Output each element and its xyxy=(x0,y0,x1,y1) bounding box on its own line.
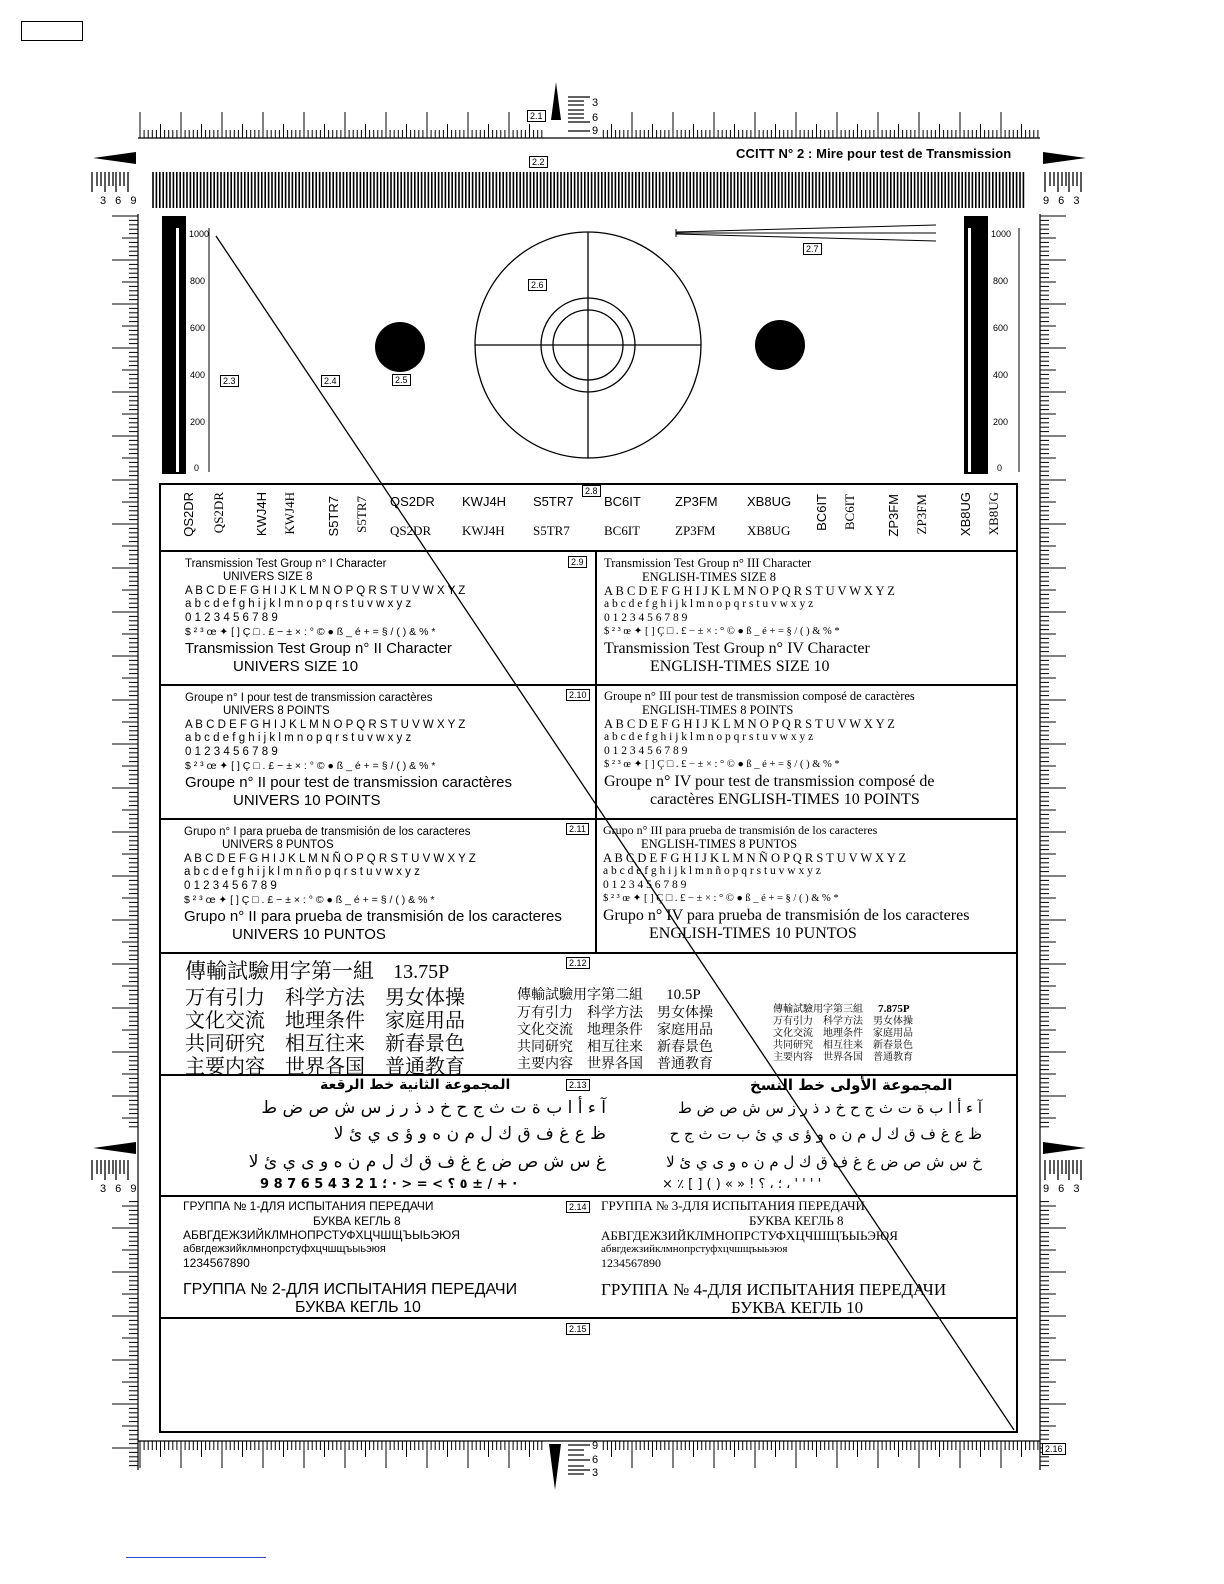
right-arrow-top xyxy=(1043,152,1086,164)
top-scale-9: 9 xyxy=(592,125,599,137)
tag-2-16: 2.16 xyxy=(1042,1443,1066,1455)
cjk-row: 主要内容 世界各国 普通教育 xyxy=(773,1052,913,1063)
line: Transmission Test Group n° IV Character xyxy=(604,640,870,657)
section-2-13-right xyxy=(662,1095,982,1194)
code-h-bottom-1: QS2DR xyxy=(390,523,432,538)
gray-label-right-600: 600 xyxy=(993,323,1009,333)
bottom-center-arrow xyxy=(549,1444,561,1490)
section-2-12-small xyxy=(773,1000,913,1064)
line: абвгдежзийклмнопрстуфхцчшщъыьэюя xyxy=(601,1243,788,1255)
section-2-10-left xyxy=(185,691,512,810)
arabic-right-title: المجموعة الأولى خط النسخ xyxy=(750,1076,953,1094)
line: A B C D E F G H I J K L M N O P Q R S T U V W X Y Z xyxy=(604,717,895,731)
line: АБВГДЕЖЗИЙКЛМНОПРСТУФХЦЧШЩЪЫЬЭЮЯ xyxy=(601,1228,898,1243)
code-h-bottom-6: XB8UG xyxy=(747,523,791,538)
gray-label-right-200: 200 xyxy=(993,417,1009,427)
tag-2-12: 2.12 xyxy=(566,957,590,969)
top-center-arrow xyxy=(551,82,561,120)
section-2-12-medium xyxy=(517,984,713,1073)
gray-label-left-800: 800 xyxy=(190,276,206,286)
line: a b c d e f g h i j k l m n ñ o p q r s t u v w x y z xyxy=(184,866,420,878)
line: 0 1 2 3 4 5 6 7 8 9 xyxy=(184,880,277,892)
section-2-14-left xyxy=(183,1199,517,1317)
line: БУКВА КЕГЛЬ 8 xyxy=(313,1214,401,1228)
gray-label-left-400: 400 xyxy=(190,370,206,380)
left-black-dot xyxy=(375,322,425,372)
line: Groupe n° I pour test de transmission caractères xyxy=(185,692,433,704)
left-scale-label-bottom: 3 6 9 xyxy=(100,1183,140,1195)
cjk-row: 主要内容 世界各国 普通教育 xyxy=(517,1056,713,1072)
tag-2-13: 2.13 xyxy=(566,1079,590,1091)
tag-2-8: 2.8 xyxy=(582,485,601,497)
tag-2-5: 2.5 xyxy=(392,374,411,386)
line: 0 1 2 3 4 5 6 7 8 9 xyxy=(603,879,687,891)
line: БУКВА КЕГЛЬ 10 xyxy=(731,1298,864,1317)
line: A B C D E F G H I J K L M N O P Q R S T U V W X Y Z xyxy=(185,585,466,597)
left-gray-bar xyxy=(162,216,186,474)
arabic-row: ظ ع غ ف ق ك ل م ن ه و ؤ ى ي ئ لا xyxy=(333,1124,606,1144)
code-vertical-right-5: XB8UG xyxy=(958,492,973,537)
bottom-scale-3: 3 xyxy=(592,1467,599,1479)
code-h-top-4: BC6IT xyxy=(604,494,641,509)
line: ГРУППА № 2-ДЛЯ ИСПЫТАНИЯ ПЕРЕДАЧИ xyxy=(183,1281,518,1298)
arabic-row: ظ ع غ ف ق ك ل م ن ه و ؤ ى ي ئ ب ت ث ج ح xyxy=(669,1125,982,1143)
line: a b c d e f g h i j k l m n o p q r s t u v w x y z xyxy=(604,598,814,610)
section-2-9-right xyxy=(604,556,895,676)
arabic-row: آ ء أ ا ب ة ت ث ج ح خ د ذ ر ز س ش ص ض ط xyxy=(677,1099,982,1117)
code-h-top-6: XB8UG xyxy=(747,494,792,509)
line: 0 1 2 3 4 5 6 7 8 9 xyxy=(185,746,278,758)
section-2-11-right xyxy=(603,823,969,943)
gray-label-right-1000: 1000 xyxy=(991,229,1012,239)
line: $ ² ³ œ ✦ [ ] Ç □ . £ − ± × : ° © ● ß _ é + = § / ( ) & % * xyxy=(184,894,435,906)
arabic-row: آ ء أ ا ب ة ت ث ج ح خ د ذ ر ز س ش ص ض ط xyxy=(261,1098,606,1118)
tag-2-11: 2.11 xyxy=(566,823,589,835)
cjk-row: 文化交流 地理条件 家庭用品 xyxy=(517,1022,713,1038)
left-scale-label-top: 3 6 9 xyxy=(100,195,140,207)
line: $ ² ³ œ ✦ [ ] Ç □ . £ − ± × : ° © ● ß _ é + = § / ( ) & % * xyxy=(603,893,839,904)
right-ruler xyxy=(1040,214,1066,1470)
tag-2-4: 2.4 xyxy=(321,375,340,387)
top-ruler xyxy=(138,112,1040,138)
arabic-symbols-row: × ٪ [ ] ( ) « » ! ؛ ، ؟ ، ' ' ' ' xyxy=(662,1177,822,1192)
left-arrow-bottom xyxy=(93,1142,136,1154)
barcode-strip xyxy=(153,172,1023,208)
line: UNIVERS 10 POINTS xyxy=(233,792,381,809)
chart-title: CCITT N° 2 : Mire pour test de Transmission xyxy=(736,146,1012,161)
code-vertical-left-2: QS2DR xyxy=(211,492,226,534)
code-h-top-1: QS2DR xyxy=(390,494,435,509)
section-2-9-left xyxy=(185,557,465,676)
line: БУКВА КЕГЛЬ 8 xyxy=(749,1213,844,1228)
top-scale-6: 6 xyxy=(592,112,599,124)
line: Transmission Test Group n° I Character xyxy=(185,558,387,570)
tag-2-3: 2.3 xyxy=(220,375,239,387)
line: A B C D E F G H I J K L M N Ñ O P Q R S T U V W X Y Z xyxy=(603,851,907,865)
right-scale-label-top: 9 6 3 xyxy=(1043,195,1083,207)
line: UNIVERS SIZE 8 xyxy=(223,571,313,583)
tag-2-9: 2.9 xyxy=(568,556,587,568)
code-vertical-left-6: S5TR7 xyxy=(354,496,369,533)
arabic-row: غ س ش ص ض ع غ ف ق ك ل م ن ه و ى ي ئ لا xyxy=(248,1152,606,1172)
line: ENGLISH-TIMES 10 PUNTOS xyxy=(649,925,857,942)
line: ENGLISH-TIMES 8 POINTS xyxy=(642,703,794,717)
line: A B C D E F G H I J K L M N O P Q R S T U V W X Y Z xyxy=(185,719,466,731)
gray-label-right-400: 400 xyxy=(993,370,1009,380)
line: UNIVERS 8 POINTS xyxy=(223,705,330,717)
cjk-row: 主要内容 世界各国 普通教育 xyxy=(185,1054,465,1078)
bottom-scale-6: 6 xyxy=(592,1454,599,1466)
line: UNIVERS SIZE 10 xyxy=(233,658,359,675)
gray-label-right-0: 0 xyxy=(997,463,1003,473)
gray-label-left-1000: 1000 xyxy=(189,229,210,239)
cjk-row: 万有引力 科学方法 男女体操 xyxy=(773,1016,913,1027)
cjk-title-medium: 傳輸試驗用字第二組 xyxy=(517,987,643,1003)
resolution-target xyxy=(475,232,701,458)
line: Transmission Test Group n° II Character xyxy=(185,640,452,657)
line: $ ² ³ œ ✦ [ ] Ç □ . £ − ± × : ° © ● ß _ é + = § / ( ) & % * xyxy=(604,759,840,770)
tag-2-1: 2.1 xyxy=(527,110,546,122)
tag-2-6: 2.6 xyxy=(528,279,547,291)
line: A B C D E F G H I J K L M N Ñ O P Q R S T U V W X Y Z xyxy=(184,853,476,865)
line: caractères ENGLISH-TIMES 10 POINTS xyxy=(650,791,920,808)
line: абвгдежзийклмнопрстуфхцчшщъыьэюя xyxy=(183,1243,386,1255)
tag-2-10: 2.10 xyxy=(566,689,590,701)
code-vertical-left-5: S5TR7 xyxy=(326,496,341,537)
line: $ ² ³ œ ✦ [ ] Ç □ . £ − ± × : ° © ● ß _ é + = § / ( ) & % * xyxy=(604,626,840,637)
code-vertical-right-3: ZP3FM xyxy=(886,494,901,537)
line: 0 1 2 3 4 5 6 7 8 9 xyxy=(604,612,688,624)
line: 0 1 2 3 4 5 6 7 8 9 xyxy=(185,612,278,624)
line: A B C D E F G H I J K L M N O P Q R S T U V W X Y Z xyxy=(604,584,895,598)
line: Groupe n° III pour test de transmission composé de caractères xyxy=(604,689,915,703)
right-gray-bar xyxy=(964,216,988,474)
section-2-12-large xyxy=(185,958,465,1078)
gray-label-left-600: 600 xyxy=(190,323,206,333)
section-2-11-left xyxy=(184,825,562,944)
line: a b c d e f g h i j k l m n o p q r s t u v w x y z xyxy=(185,598,412,610)
cjk-row: 万有引力 科学方法 男女体操 xyxy=(517,1005,713,1021)
line: Grupo n° II para prueba de transmisión de los caracteres xyxy=(184,908,562,925)
cjk-size-large: 13.75P xyxy=(393,961,450,983)
code-h-bottom-2: KWJ4H xyxy=(462,523,505,538)
line: ГРУППА № 1-ДЛЯ ИСПЫТАНИЯ ПЕРЕДАЧИ xyxy=(183,1199,434,1213)
cjk-row: 万有引力 科学方法 男女体操 xyxy=(185,985,465,1009)
line: 1234567890 xyxy=(601,1256,661,1270)
line: Grupo n° IV para prueba de transmisión de los caracteres xyxy=(603,907,970,924)
right-scale-label-bottom: 9 6 3 xyxy=(1043,1183,1083,1195)
right-black-dot xyxy=(755,320,805,370)
tag-2-14: 2.14 xyxy=(566,1201,590,1213)
line: a b c d e f g h i j k l m n o p q r s t u v w x y z xyxy=(185,732,412,744)
cjk-title-large: 傳輸試驗用字第一組 xyxy=(185,959,374,983)
line: $ ² ³ œ ✦ [ ] Ç □ . £ − ± × : ° © ● ß _ é + = § / ( ) & % * xyxy=(185,626,436,638)
cjk-title-small: 傳輸試驗用字第三組 xyxy=(773,1004,863,1015)
line: Transmission Test Group n° III Character xyxy=(604,556,812,570)
line: ГРУППА № 3-ДЛЯ ИСПЫТАНИЯ ПЕРЕДАЧИ xyxy=(601,1198,865,1213)
cjk-size-medium: 10.5P xyxy=(666,987,701,1003)
gray-label-left-0: 0 xyxy=(194,463,200,473)
cjk-row: 文化交流 地理条件 家庭用品 xyxy=(185,1008,465,1032)
arabic-row: خ س ش ص ض ع غ ف ق ك ل م ن ه و ى ي ئ لا xyxy=(666,1153,982,1171)
code-vertical-left-3: KWJ4H xyxy=(254,492,269,537)
code-vertical-right-4: ZP3FM xyxy=(914,494,929,535)
code-vertical-right-2: BC6IT xyxy=(842,494,857,531)
cjk-row: 共同研究 相互往来 新春景色 xyxy=(517,1039,713,1055)
top-scale-3: 3 xyxy=(592,97,599,109)
right-arrow-bottom xyxy=(1043,1142,1086,1154)
line: Groupe n° IV pour test de transmission composé de xyxy=(604,773,935,790)
cjk-row: 共同研究 相互往来 新春景色 xyxy=(185,1031,465,1055)
line: UNIVERS 10 PUNTOS xyxy=(232,926,386,943)
code-h-bottom-3: S5TR7 xyxy=(533,523,570,538)
code-h-bottom-5: ZP3FM xyxy=(675,523,716,538)
line: ENGLISH-TIMES 8 PUNTOS xyxy=(641,837,798,851)
line: UNIVERS 8 PUNTOS xyxy=(222,839,334,851)
section-2-14-right xyxy=(601,1198,946,1317)
line: АБВГДЕЖЗИЙКЛМНОПРСТУФХЦЧШЩЪЫЬЭЮЯ xyxy=(183,1228,460,1242)
left-arrow-top xyxy=(93,152,136,164)
line: Groupe n° II pour test de transmission caractères xyxy=(185,774,512,791)
code-vertical-left-4: KWJ4H xyxy=(282,492,297,535)
arabic-left-title: المجموعة الثانية خط الرقعة xyxy=(320,1077,511,1093)
code-h-top-3: S5TR7 xyxy=(533,494,574,509)
cjk-row: 共同研究 相互往来 新春景色 xyxy=(773,1040,913,1051)
bottom-scale-9: 9 xyxy=(592,1440,599,1452)
section-2-10-right xyxy=(604,689,935,809)
gray-label-right-800: 800 xyxy=(993,276,1009,286)
cjk-size-small: 7.875P xyxy=(878,1003,910,1015)
footer-rule xyxy=(126,1557,266,1558)
cjk-row: 文化交流 地理条件 家庭用品 xyxy=(773,1028,913,1039)
line: ГРУППА № 4-ДЛЯ ИСПЫТАНИЯ ПЕРЕДАЧИ xyxy=(601,1280,947,1299)
tag-2-7: 2.7 xyxy=(803,243,822,255)
line: a b c d e f g h i j k l m n ñ o p q r s t u v w x y z xyxy=(603,865,821,877)
arabic-digits-row: 9 8 7 6 5 4 3 2 1 ٥ ؟ > = < · ؛ ± / + · xyxy=(260,1177,518,1192)
left-ruler xyxy=(112,214,138,1470)
line: 0 1 2 3 4 5 6 7 8 9 xyxy=(604,745,688,757)
line: $ ² ³ œ ✦ [ ] Ç □ . £ − ± × : ° © ● ß _ é + = § / ( ) & % * xyxy=(185,760,436,772)
gray-label-left-200: 200 xyxy=(190,417,206,427)
code-vertical-left-1: QS2DR xyxy=(181,492,196,537)
code-h-top-2: KWJ4H xyxy=(462,494,507,509)
section-2-13-left xyxy=(186,1095,606,1194)
code-vertical-right-1: BC6IT xyxy=(814,494,829,531)
line: a b c d e f g h i j k l m n o p q r s t u v w x y z xyxy=(604,731,814,743)
line: 1234567890 xyxy=(183,1256,250,1270)
code-h-top-5: ZP3FM xyxy=(675,494,718,509)
code-h-bottom-4: BC6IT xyxy=(604,523,641,538)
tag-2-2: 2.2 xyxy=(529,156,548,168)
line: Grupo n° III para prueba de transmisión de los caracteres xyxy=(603,823,878,837)
line: ENGLISH-TIMES SIZE 8 xyxy=(642,570,777,584)
line: Grupo n° I para prueba de transmisión de los caracteres xyxy=(184,826,471,838)
line: БУКВА КЕГЛЬ 10 xyxy=(295,1299,421,1316)
code-vertical-right-6: XB8UG xyxy=(986,492,1001,536)
tag-2-15: 2.15 xyxy=(566,1323,590,1335)
line: ENGLISH-TIMES SIZE 10 xyxy=(650,658,830,675)
